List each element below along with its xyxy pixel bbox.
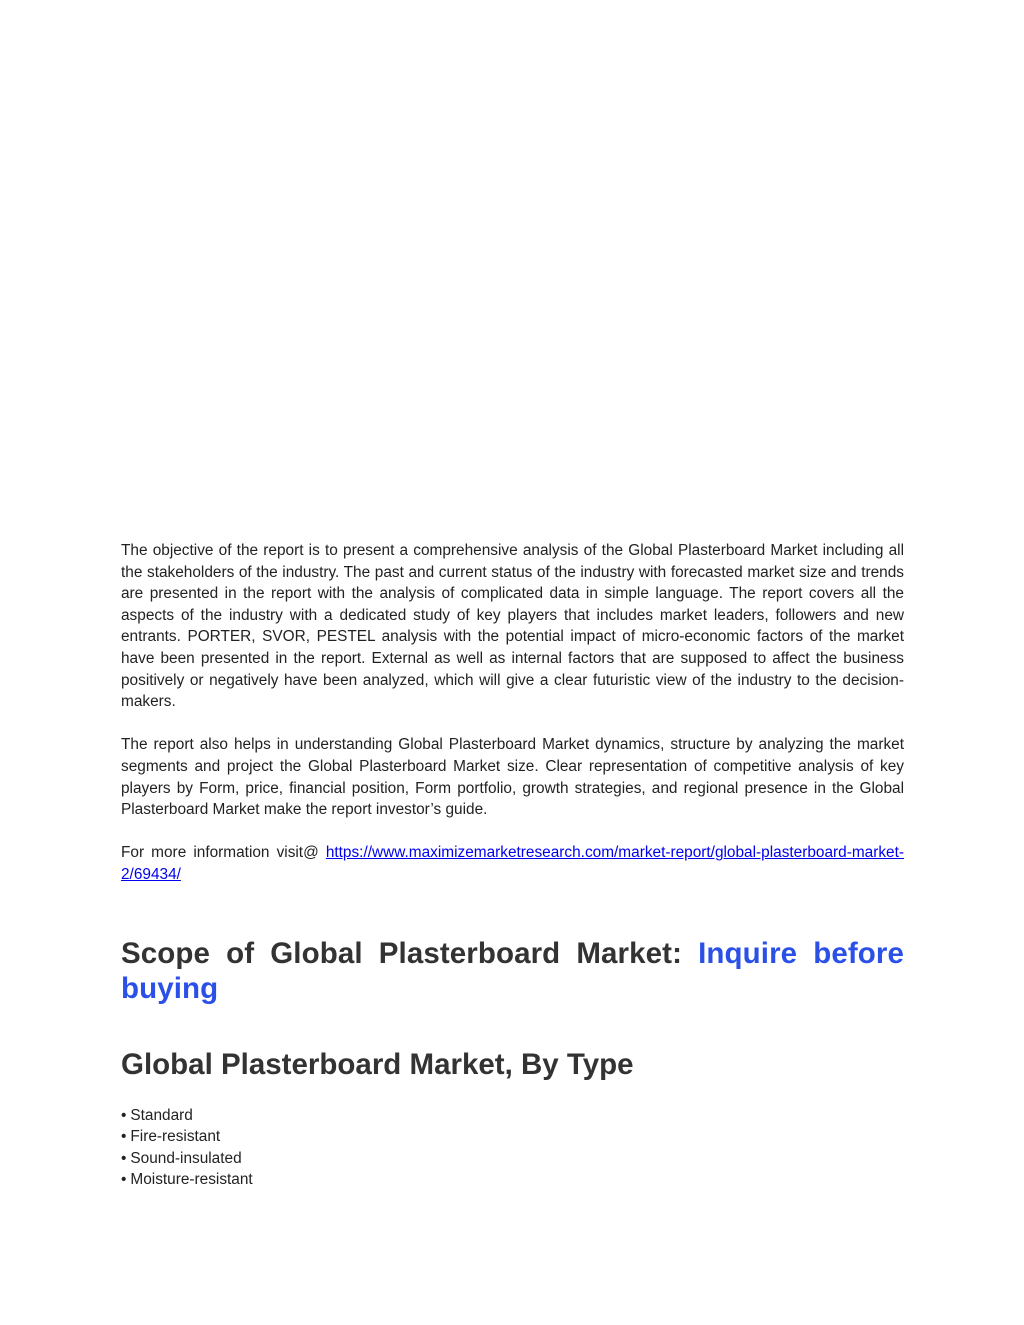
type-list <box>121 1105 904 1191</box>
objective-paragraph: The objective of the report is to present a comprehensive analysis of the Global Plasterboard Market including all the stakeholders of the industry. The past and current status of the industry with forecasted market size and trends are presented in the report with the analysis of complicated data in simple language. The report covers all the aspects of the industry with a dedicated study of key players that includes market leaders, followers and new entrants. PORTER, SVOR, PESTEL analysis with the potential impact of micro-economic factors of the market have been presented in the report. External as well as internal factors that are supposed to affect the business positively or negatively have been analyzed, which will give a clear futuristic view of the industry to the decision-makers. <box>121 542 904 711</box>
list-item: • Moisture-resistant <box>121 1169 904 1191</box>
type-section-heading: Global Plasterboard Market, By Type <box>121 1047 634 1081</box>
scope-heading-text: Scope of Global Plasterboard Market: <box>121 936 683 970</box>
document-content <box>121 540 904 1191</box>
report-link[interactable]: https://www.maximizemarketresearch.com/market-report/global-plasterboard-market-2/69434/ <box>121 844 904 883</box>
list-item: • Standard <box>121 1105 904 1127</box>
list-item: • Fire-resistant <box>121 1126 904 1148</box>
more-info-label: For more information visit@ <box>121 844 319 862</box>
inquire-link[interactable]: Inquire before buying <box>121 936 905 1005</box>
understanding-paragraph: The report also helps in understanding Global Plasterboard Market dynamics, structure by analyzing the market segments and project the Global Plasterboard Market size. Clear representation of competitive analysis of key players by Form, price, financial position, Form portfolio, growth strategies, and regional presence in the Global Plasterboard Market make the report investor’s guide. <box>121 736 904 819</box>
scope-heading <box>121 936 904 1006</box>
more-info-line <box>121 842 904 885</box>
list-item: • Sound-insulated <box>121 1148 904 1170</box>
